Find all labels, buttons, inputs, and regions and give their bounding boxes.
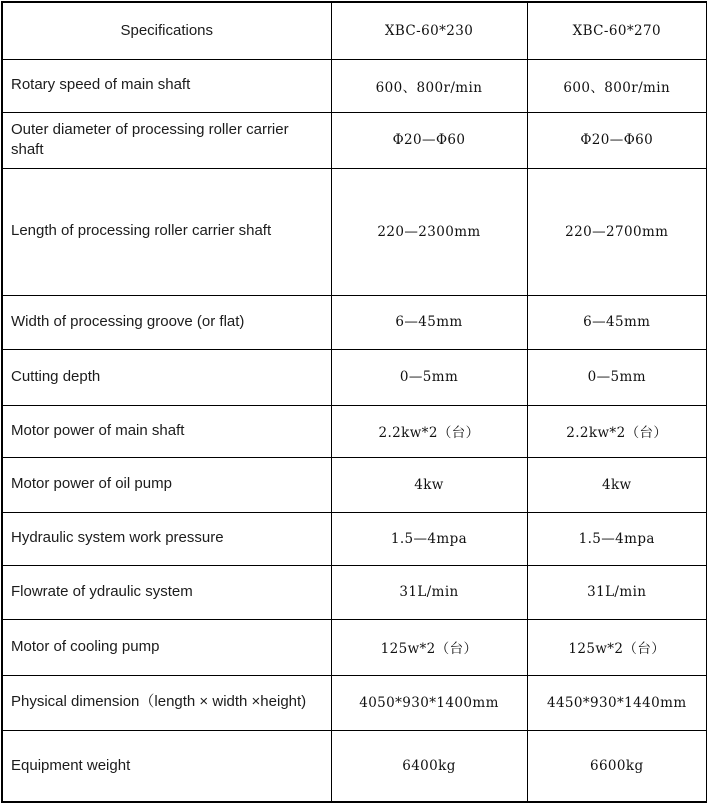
spec-value: 4kw	[331, 457, 527, 512]
spec-label: Width of processing groove (or flat)	[2, 295, 331, 349]
table-row	[2, 59, 707, 112]
spec-value: 6600kg	[527, 730, 707, 802]
spec-label: Outer diameter of processing roller carrier shaft	[2, 112, 331, 168]
spec-value: 0—5mm	[527, 349, 707, 405]
table-row	[2, 349, 707, 405]
table-row	[2, 457, 707, 512]
table-row	[2, 675, 707, 730]
table-row	[2, 619, 707, 675]
table-row	[2, 168, 707, 295]
spec-value: 125w*2（台）	[527, 619, 707, 675]
spec-label: Motor power of main shaft	[2, 405, 331, 457]
table-row	[2, 295, 707, 349]
table-row	[2, 512, 707, 565]
spec-value: 2.2kw*2（台）	[331, 405, 527, 457]
table-row	[2, 565, 707, 619]
spec-value: 220—2700mm	[527, 168, 707, 295]
spec-value: Φ20—Φ60	[331, 112, 527, 168]
spec-value: 1.5—4mpa	[527, 512, 707, 565]
spec-value: 4050*930*1400mm	[331, 675, 527, 730]
spec-value: 31L/min	[331, 565, 527, 619]
spec-label: Motor of cooling pump	[2, 619, 331, 675]
column-header-specifications: Specifications	[2, 2, 331, 59]
spec-value: 600、800r/min	[527, 59, 707, 112]
spec-label: Flowrate of ydraulic system	[2, 565, 331, 619]
table-row	[2, 405, 707, 457]
column-header-model-1: XBC-60*230	[331, 2, 527, 59]
spec-value: 6—45mm	[527, 295, 707, 349]
table-row	[2, 730, 707, 802]
spec-value: 2.2kw*2（台）	[527, 405, 707, 457]
spec-value: 4kw	[527, 457, 707, 512]
spec-value: 6400kg	[331, 730, 527, 802]
spec-value: 6—45mm	[331, 295, 527, 349]
spec-label: Cutting depth	[2, 349, 331, 405]
spec-label: Rotary speed of main shaft	[2, 59, 331, 112]
spec-value: 125w*2（台）	[331, 619, 527, 675]
spec-label: Equipment weight	[2, 730, 331, 802]
spec-label: Motor power of oil pump	[2, 457, 331, 512]
spec-value: 1.5—4mpa	[331, 512, 527, 565]
spec-value: Φ20—Φ60	[527, 112, 707, 168]
spec-value: 600、800r/min	[331, 59, 527, 112]
spec-value: 220—2300mm	[331, 168, 527, 295]
spec-value: 4450*930*1440mm	[527, 675, 707, 730]
spec-value: 0—5mm	[331, 349, 527, 405]
spec-value: 31L/min	[527, 565, 707, 619]
table-row	[2, 112, 707, 168]
header-row	[2, 2, 707, 59]
spec-label: Hydraulic system work pressure	[2, 512, 331, 565]
spec-label: Physical dimension（length × width ×height)	[2, 675, 331, 730]
column-header-model-2: XBC-60*270	[527, 2, 707, 59]
specifications-table	[1, 1, 707, 803]
spec-label: Length of processing roller carrier shaft	[2, 168, 331, 295]
